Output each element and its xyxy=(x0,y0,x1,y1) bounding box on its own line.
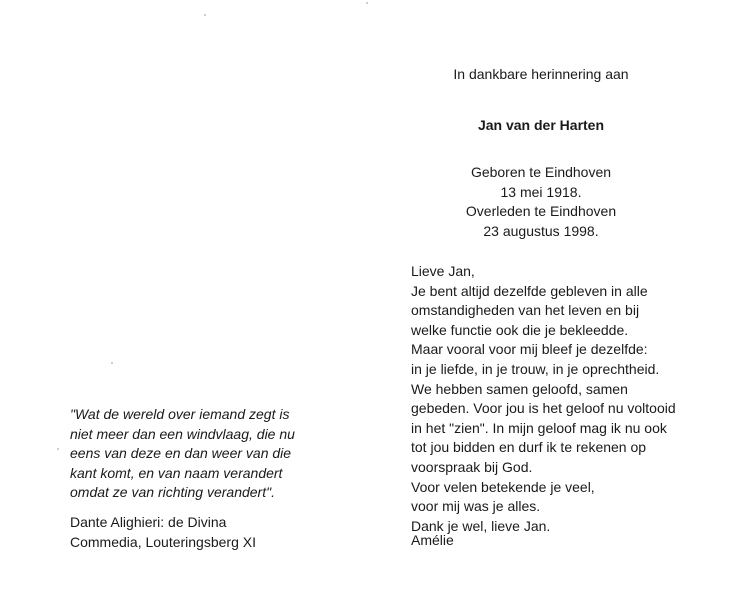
paper-speck xyxy=(366,2,368,4)
paper-speck xyxy=(204,14,206,16)
letter-signature: Amélie xyxy=(411,532,454,548)
letter-line: Dank je wel, lieve Jan. xyxy=(411,517,551,534)
letter-line: gebeden. Voor jou is het geloof nu voltooid xyxy=(411,400,676,417)
letter-line: tot jou bidden en durf ik te rekenen op xyxy=(411,439,647,456)
birth-death-dates xyxy=(385,163,697,241)
attribution-line: Dante Alighieri: de Divina xyxy=(70,514,227,530)
death-date: 23 augustus 1998. xyxy=(483,222,599,239)
deceased-name: Jan van der Harten xyxy=(477,117,605,133)
letter-line: Maar vooral voor mij bleef je dezelfde: xyxy=(411,341,648,358)
farewell-letter xyxy=(411,262,676,536)
memorial-intro: In dankbare herinnering aan xyxy=(453,66,629,82)
paper-speck xyxy=(57,448,59,450)
quote-line: kant komt, en van naam verandert xyxy=(70,464,283,481)
letter-line: Lieve Jan, xyxy=(411,263,475,279)
quote-line: omdat ze van richting verandert". xyxy=(70,484,275,501)
birth-place: Geboren te Eindhoven xyxy=(470,164,612,180)
quote-line: "Wat de wereld over iemand zegt is xyxy=(70,406,290,422)
letter-line: Voor velen betekende je veel, xyxy=(411,478,595,495)
letter-line: in je liefde, in je trouw, in je oprechtheid. xyxy=(411,360,660,377)
quote-line: niet meer dan een windvlaag, die nu xyxy=(70,425,295,442)
death-place: Overleden te Eindhoven xyxy=(465,203,617,219)
quote-line: eens van deze en dan weer van die xyxy=(70,445,292,462)
attribution-line: Commedia, Louteringsberg XI xyxy=(70,533,256,550)
letter-line: welke functie ook die je bekleedde. xyxy=(411,321,629,338)
letter-line: voorspraak bij God. xyxy=(411,458,533,475)
letter-line: voor mij was je alles. xyxy=(411,498,541,515)
letter-line: Je bent altijd dezelfde gebleven in alle xyxy=(411,282,648,299)
paper-speck xyxy=(111,362,113,364)
letter-line: in het "zien". In mijn geloof mag ik nu ook xyxy=(411,419,667,436)
birth-date: 13 mei 1918. xyxy=(500,183,582,200)
letter-line: omstandigheden van het leven en bij xyxy=(411,302,640,319)
dante-quote xyxy=(70,405,295,503)
quote-attribution xyxy=(70,513,256,552)
letter-line: We hebben samen geloofd, samen xyxy=(411,380,628,397)
